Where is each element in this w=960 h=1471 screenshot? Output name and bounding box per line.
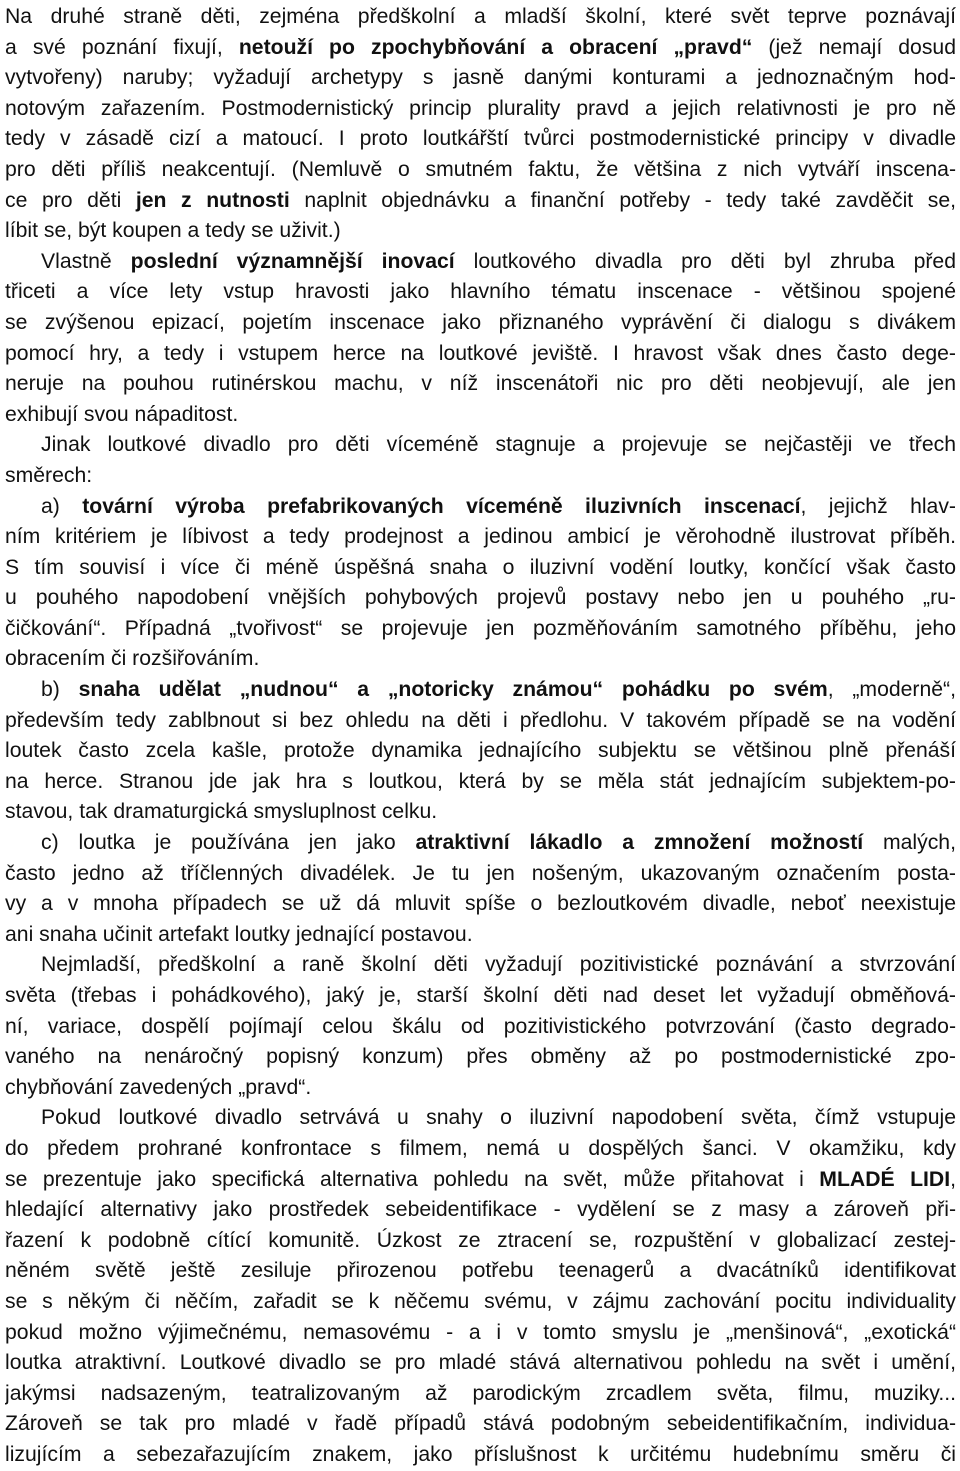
text-line: [5, 828, 956, 859]
text-segment: čičkování“. Případná „tvořivost“ se projevuje jen pozměňováním samotného příběhu, jeho: [5, 616, 956, 640]
text-line: [5, 369, 956, 400]
text-line: [5, 461, 956, 492]
text-segment: malých,: [863, 831, 956, 855]
text-segment: notovým zařazením. Postmodernistický princip plurality pravd a jejich relativnosti je pro ně: [5, 96, 956, 120]
bold-text: poslední významnější inovací: [130, 249, 455, 273]
text-segment: se prezentuje jako specifická alternativa pohledu na svět, může přitahovat i: [5, 1167, 820, 1191]
text-segment: ní, variace, dospělí pojímají celou škálu od pozitivistického potvrzování (často degrado-: [5, 1014, 956, 1038]
text-segment: Nejmladší, předškolní a raně školní děti vyžadují pozitivistické poznávání a stvrzování: [41, 953, 956, 977]
text-segment: pro děti příliš neakcentují. (Nemluvě o smutném faktu, že většina z nich vytváří inscena-: [5, 157, 956, 181]
text-line: [5, 736, 956, 767]
bold-text: tovární výroba prefabrikovaných víceméně iluzivních inscenací: [82, 494, 801, 518]
text-segment: chybňování zavedených „pravd“.: [5, 1075, 312, 1099]
text-line: [5, 186, 956, 217]
text-segment: především tedy zablbnout si bez ohledu na děti i předlohu. V takovém případě se na vodění: [5, 708, 956, 732]
text-segment: směrech:: [5, 463, 93, 487]
text-segment: loutkového divadla pro děti byl zhruba před: [454, 249, 956, 273]
text-line: [5, 1103, 956, 1134]
text-line: [5, 1256, 956, 1287]
text-segment: Jinak loutkové divadlo pro děti víceméně stagnuje a projevuje se nejčastěji ve třech: [41, 433, 956, 457]
text-line: [5, 492, 956, 523]
text-line: [5, 950, 956, 981]
text-line: [5, 1287, 956, 1318]
text-segment: Zároveň se tak pro mladé v řadě případů stává podobným sebeidentifikačním, individua-: [5, 1412, 956, 1436]
text-segment: ani snaha učinit artefakt loutky jednající postavou.: [5, 922, 473, 946]
bold-text: atraktivní lákadlo a zmnožení možností: [415, 831, 864, 855]
text-segment: ,: [950, 1167, 956, 1191]
text-line: [5, 889, 956, 920]
text-segment: S tím souvisí i více či méně úspěšná snaha o iluzivní vodění loutky, končící však často: [5, 555, 956, 579]
text-line: [5, 1440, 956, 1471]
text-segment: stavou, tak dramaturgická smysluplnost celku.: [5, 800, 438, 824]
text-line: [5, 33, 956, 64]
text-segment: se zvýšenou epizací, pojetím inscenace jako přiznaného vyprávění či dialogu s divákem: [5, 310, 956, 334]
text-segment: a své poznání fixují,: [5, 35, 239, 59]
text-line: [5, 94, 956, 125]
text-segment: lizujícím a sebezařazujícím znakem, jako příslušnost k určitému hudebnímu směru či: [5, 1442, 956, 1466]
text-segment: naplnit objednávku a finanční potřeby - tedy také zavděčit se,: [289, 188, 956, 212]
text-line: [5, 277, 956, 308]
text-line: [5, 981, 956, 1012]
text-line: [5, 1226, 956, 1257]
text-line: [5, 339, 956, 370]
text-segment: vy a v mnoha případech se už dá mluvit spíše o bezloutkovém divadle, neboť neexistuje: [5, 892, 956, 916]
text-line: [5, 247, 956, 278]
text-segment: obracením či rozšiřováním.: [5, 647, 260, 671]
text-segment: u pouhého napodobení vnějších pohybových projevů postavy nebo jen u pouhého „ru-: [5, 586, 956, 610]
text-segment: se s někým či něčím, zařadit se k něčemu svému, v zájmu zachování pocitu individuality: [5, 1289, 956, 1313]
text-segment: pomocí hry, a tedy i vstupem herce na loutkové jeviště. I hravost však dnes často dege-: [5, 341, 956, 365]
text-line: [5, 1409, 956, 1440]
text-segment: ce pro děti: [5, 188, 136, 212]
text-line: [5, 63, 956, 94]
text-segment: vytvořeny) naruby; vyžadují archetypy s jasně danými konturami a jednoznačným hod-: [5, 66, 956, 90]
text-line: [5, 644, 956, 675]
text-line: [5, 583, 956, 614]
text-line: [5, 308, 956, 339]
text-segment: světa (třebas i pohádkového), jaký je, starší školní děti nad deset let vyžadují obměňová-: [5, 984, 956, 1007]
text-line: [5, 675, 956, 706]
text-line: [5, 400, 956, 431]
text-segment: často jedno až tříčlenných divadélek. Je tu jen nošeným, ukazovaným označením posta-: [5, 861, 956, 885]
text-line: [5, 706, 956, 737]
text-line: [5, 1073, 956, 1104]
text-line: [5, 797, 956, 828]
text-segment: jakýmsi nadsazeným, teatralizovaným až parodickým zrcadlem světa, filmu, muziky...: [5, 1381, 956, 1405]
text-segment: Vlastně: [41, 249, 131, 273]
text-line: [5, 2, 956, 33]
text-line: [5, 1134, 956, 1165]
text-segment: tedy v zásadě cizí a matoucí. I proto loutkářští tvůrci postmodernistické principy v divadle: [5, 127, 956, 151]
text-segment: b): [41, 678, 79, 702]
text-line: [5, 920, 956, 951]
text-segment: loutek často zcela kašle, protože dynamika jednajícího subjektu se většinou plně přenáší: [5, 739, 956, 763]
text-segment: Na druhé straně děti, zejména předškolní a mladší školní, které svět teprve poznávají: [5, 5, 956, 28]
text-segment: třiceti a více lety vstup hravosti jako hlavního tématu inscenace - většinou spojené: [5, 280, 956, 304]
text-segment: ním kritériem je líbivost a tedy prodejnost a jedinou ambicí je věrohodně ilustrovat příběh.: [5, 525, 956, 549]
text-segment: pokud možno výjimečnému, nemasovému - a i v tomto smyslu je „menšinová“, „exotická“: [5, 1320, 956, 1344]
text-line: [5, 522, 956, 553]
text-line: [5, 1318, 956, 1349]
bold-text: snaha udělat „nudnou“ a „notoricky známou“ pohádku po svém: [78, 678, 828, 702]
bold-text: jen z nutnosti: [135, 188, 290, 212]
text-line: [5, 553, 956, 584]
text-segment: něném světě ještě zesiluje přirozenou potřebu teenagerů a dvacátníků identifikovat: [5, 1259, 956, 1283]
text-segment: neruje na pouhou rutinérskou machu, v níž inscenátoři nic pro děti neobjevují, ale jen: [5, 372, 956, 396]
text-line: [5, 1195, 956, 1226]
bold-text: MLADÉ LIDI: [819, 1167, 951, 1191]
text-segment: loutka atraktivní. Loutkové divadlo se pro mladé stává alternativou pohledu na svět i umění,: [5, 1351, 956, 1375]
text-segment: líbit se, být koupen a tedy se uživit.): [5, 219, 341, 243]
text-segment: řazení k podobně cítící komunitě. Úzkost ze ztracení se, rozpuštění v globalizací zestej-: [5, 1228, 956, 1252]
text-segment: hledající alternativy jako prostředek sebeidentifikace - vydělení se z masy a zároveň při-: [5, 1198, 956, 1222]
text-segment: a): [41, 494, 83, 518]
text-segment: (jež nemají dosud: [752, 35, 956, 59]
text-line: [5, 155, 956, 186]
text-line: [5, 216, 956, 247]
text-segment: Pokud loutkové divadlo setrvává u snahy o iluzivní napodobení světa, čímž vstupuje: [41, 1106, 956, 1130]
text-segment: na herce. Stranou jde jak hra s loutkou, která by se měla stát jednajícím subjektem-po-: [5, 769, 956, 793]
text-line: [5, 614, 956, 645]
text-line: [5, 124, 956, 155]
text-segment: c) loutka je používána jen jako: [41, 831, 416, 855]
text-line: [5, 1042, 956, 1073]
text-segment: exhibují svou nápaditost.: [5, 402, 239, 426]
text-line: [5, 859, 956, 890]
text-segment: , jejichž hlav-: [800, 494, 956, 518]
text-line: [5, 430, 956, 461]
text-segment: , „moderně“,: [827, 678, 956, 702]
text-segment: vaného na nenáročný popisný konzum) přes obměny až po postmodernistické zpo-: [5, 1045, 956, 1069]
text-line: [5, 1379, 956, 1410]
text-line: [5, 1012, 956, 1043]
text-line: [5, 1165, 956, 1196]
bold-text: netouží po zpochybňování a obracení „pravd“: [238, 35, 753, 59]
text-line: [5, 767, 956, 798]
text-segment: do předem prohrané konfrontace s filmem, nemá u dospělých šanci. V okamžiku, kdy: [5, 1136, 956, 1160]
text-line: [5, 1348, 956, 1379]
